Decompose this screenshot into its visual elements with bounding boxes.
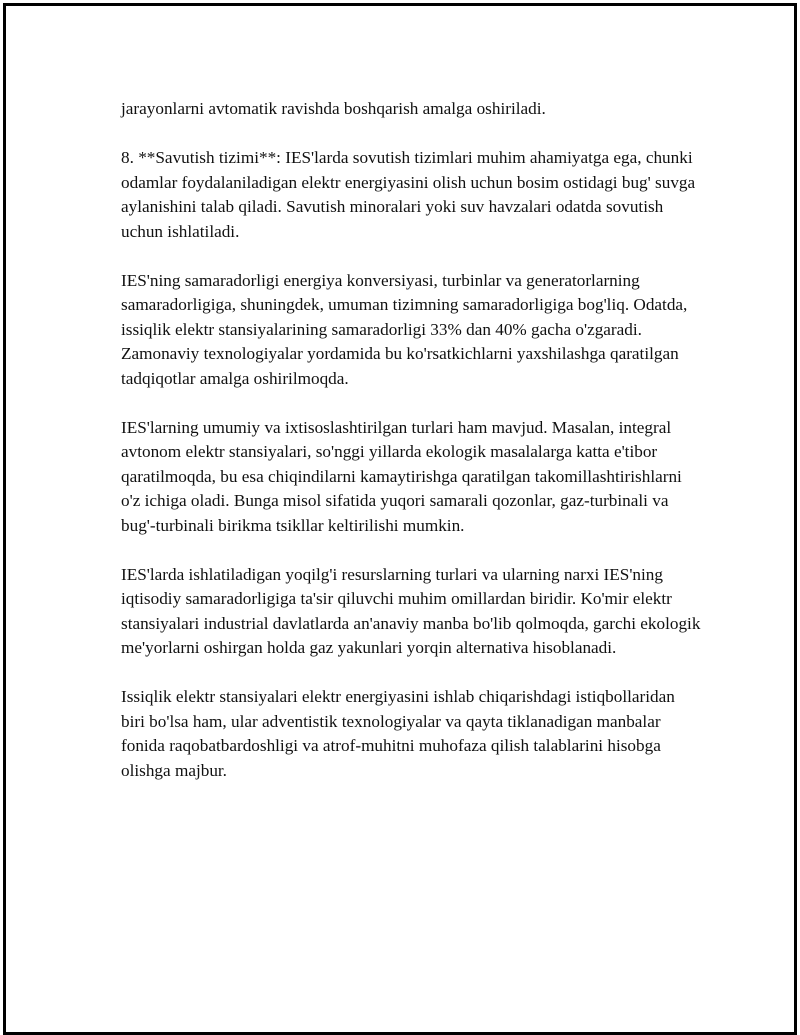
paragraph-continuation: jarayonlarni avtomatik ravishda boshqarish amalga oshiriladi. (121, 99, 546, 118)
paragraph-cooling-system: 8. **Savutish tizimi**: IES'larda sovutish tizimlari muhim ahamiyatga ega, chunki odamlar foydalaniladigan elektr energiyasini olish uchun bosim ostidagi bug' suvga aylanishini talab qiladi. Savutish minoralari yoki suv havzalari odatda sovutish uchun ishlatiladi. (121, 148, 696, 241)
document-body (121, 86, 701, 808)
paragraph-efficiency: IES'ning samaradorligi energiya konversiyasi, turbinlar va generatorlarning samaradorligiga, shuningdek, umuman tizimning samaradorligiga bog'liq. Odatda, issiqlik elektr stansiyalarining samaradorligi 33% dan 40% gacha o'zgaradi. Zamonaviy texnologiyalar yordamida bu ko'rsatkichlarni yaxshilashga qaratilgan tadqiqotlar amalga oshirilmoqda. (121, 270, 688, 388)
paragraph-types: IES'larning umumiy va ixtisoslashtirilgan turlari ham mavjud. Masalan, integral avtonom elektr stansiyalari, so'nggi yillarda ekologik masalalarga katta e'tibor qaratilmoqda, bu esa chiqindilarni kamaytirishga qaratilgan takomillashtirishlarni o'z ichiga oladi. Bunga misol sifatida yuqori samarali qozonlar, gaz-turbinali va bug'-turbinali birikma tsikllar keltirilishi mumkin. (121, 417, 682, 535)
paragraph-conclusion: Issiqlik elektr stansiyalari elektr energiyasini ishlab chiqarishdagi istiqbollaridan biri bo'lsa ham, ular adventistik texnologiyalar va qayta tiklanadigan manbalar fonida raqobatbardoshligi va atrof-muhitni muhofaza qilish talablarini hisobga olishga majbur. (121, 687, 675, 780)
paragraph-fuel-resources: IES'larda ishlatiladigan yoqilg'i resurslarning turlari va ularning narxi IES'ning iqtisodiy samaradorligiga ta'sir qiluvchi muhim omillardan biridir. Ko'mir elektr stansiyalari industrial davlatlarda an'anaviy manba bo'lib qolmoqda, garchi ekologik me'yorlarni oshirgan holda gaz yakunlari yorqin alternativa hisoblanadi. (121, 564, 701, 657)
page-frame (3, 3, 797, 1035)
